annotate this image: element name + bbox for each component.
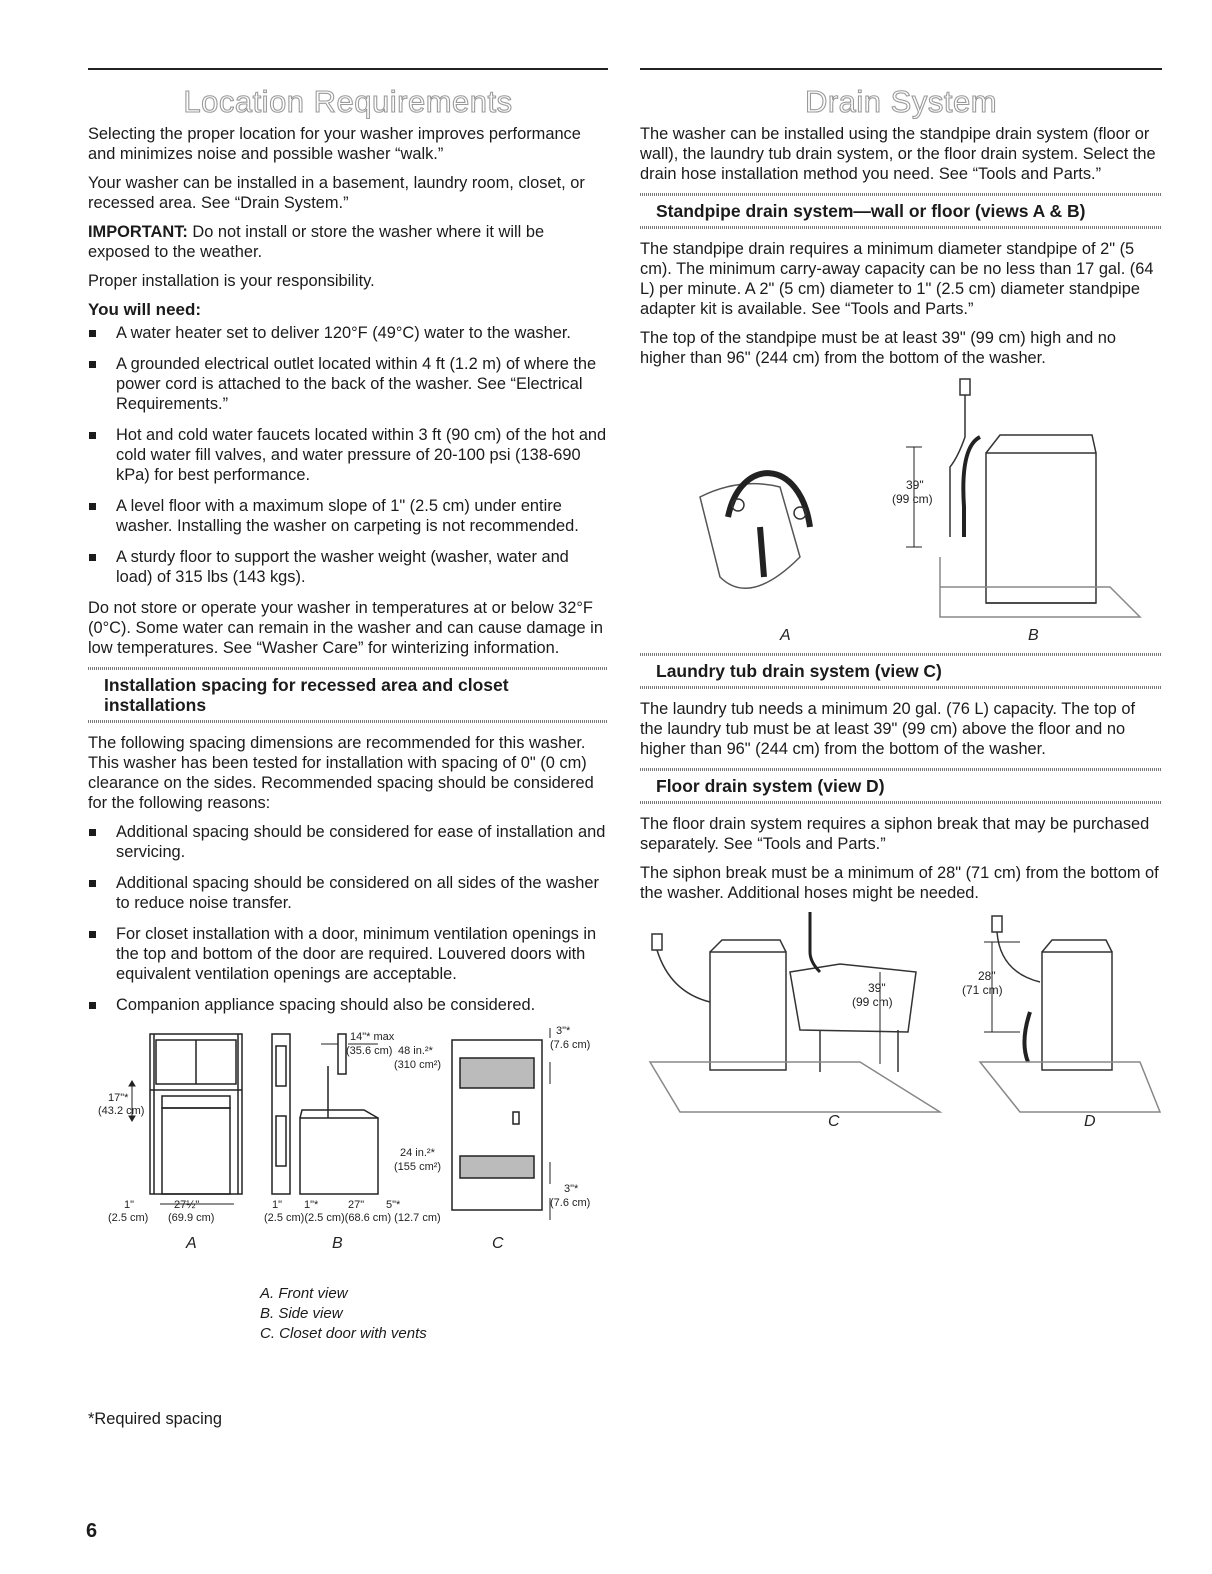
- figure-captions: [260, 1284, 608, 1344]
- washer-d-outline: [1042, 952, 1112, 1070]
- dim-c-3in-top: 3"*: [556, 1026, 571, 1037]
- dim-17in-cm: (43.2 cm): [98, 1105, 145, 1117]
- laundry-tub-subheading-box: [640, 653, 1162, 689]
- list-item: A grounded electrical outlet located within 4 ft (1.2 m) of where the power cord is attached to the back of the washer. See “Electrical Requirements.”: [88, 354, 608, 414]
- spacing-heading: Installation spacing for recessed area and closet installations: [104, 675, 509, 715]
- floor-drain-subheading-box: [640, 768, 1162, 804]
- intro-paragraph-2: Your washer can be installed in a basement, laundry room, closet, or recessed area. See “Drain System.”: [88, 174, 585, 212]
- standpipe-subheading-box: [640, 193, 1162, 229]
- standpipe-paragraph-2: The top of the standpipe must be at least 39" (99 cm) high and no higher than 96" (244 cm) from the bottom of the washer.: [640, 329, 1116, 367]
- list-item: Additional spacing should be considered for ease of installation and servicing.: [88, 822, 608, 862]
- view-label-a: A: [186, 1235, 197, 1252]
- dim-14in-max: 14"* max: [350, 1031, 395, 1043]
- view-label-c: C: [492, 1235, 504, 1252]
- caption-front-view: A. Front view: [260, 1285, 348, 1302]
- dim-b-cm: (2.5 cm)(2.5 cm)(68.6 cm) (12.7 cm): [264, 1212, 441, 1224]
- dim-27-half-in: 27½": [174, 1199, 200, 1211]
- laundry-floor-figure: [640, 912, 1162, 1142]
- caption-closet-door: C. Closet door with vents: [260, 1325, 427, 1342]
- required-spacing-footnote: *Required spacing: [88, 1410, 222, 1428]
- washer-c-outline: [710, 952, 786, 1070]
- location-requirements-column: [88, 68, 608, 1344]
- list-item: Hot and cold water faucets located within 3 ft (90 cm) of the hot and cold water fill valves, and water pressure of 20-100 psi (138-690 kPa) for best performance.: [88, 425, 608, 485]
- important-note: [88, 222, 608, 262]
- floor-drain-paragraph-2: The siphon break must be a minimum of 28" (71 cm) from the bottom of the washer. Additional hoses might be needed.: [640, 864, 1159, 902]
- dim-39in-cm: (99 cm): [892, 492, 933, 506]
- dim-1in-cm: (2.5 cm): [108, 1212, 149, 1224]
- view-label-b: B: [1028, 627, 1039, 644]
- dim-c-3in-bottom-cm: (7.6 cm): [550, 1197, 591, 1209]
- dim-17in: 17"*: [108, 1092, 129, 1104]
- drain-intro: The washer can be installed using the standpipe drain system (floor or wall), the laundry tub drain system, or the floor drain system. Select the drain hose installation method you need. See “Tools and Parts.”: [640, 125, 1156, 183]
- list-item: For closet installation with a door, minimum ventilation openings in the top and bottom of the door are required. Louvered doors with equivalent ventilation openings are acceptable.: [88, 924, 608, 984]
- page-number: 6: [86, 1520, 98, 1542]
- dim-b-1in: 1": [272, 1199, 283, 1211]
- spacing-diagram: [88, 1026, 608, 1276]
- spacing-intro: The following spacing dimensions are recommended for this washer. This washer has been tested for installation with spacing of 0" (0 cm) clearance on the sides. Recommended spacing should be considered for the following reasons:: [88, 734, 594, 812]
- dim-c-39in: 39": [868, 981, 886, 995]
- dim-1in: 1": [124, 1199, 135, 1211]
- washer-b-outline: [986, 453, 1096, 603]
- dim-c-3in-top-cm: (7.6 cm): [550, 1039, 591, 1051]
- dim-39in: 39": [906, 478, 924, 492]
- view-label-d: D: [1084, 1113, 1096, 1130]
- standpipe-heading: Standpipe drain system—wall or floor (views A & B): [656, 201, 1086, 221]
- dim-24in2-cm: (155 cm²): [394, 1161, 442, 1173]
- list-item: Companion appliance spacing should also be considered.: [88, 995, 608, 1015]
- location-requirements-title: Location Requirements: [183, 84, 513, 119]
- dim-27-half-in-cm: (69.9 cm): [168, 1212, 215, 1224]
- standpipe-paragraph-1: The standpipe drain requires a minimum diameter standpipe of 2" (5 cm). The minimum carry-away capacity can be no less than 17 gal. (64 L) per minute. A 2" (5 cm) diameter to 1" (2.5 cm) diameter standpipe adapter kit is available. See “Tools and Parts.”: [640, 240, 1154, 318]
- section-rule: [88, 68, 608, 70]
- list-item: A sturdy floor to support the washer weight (washer, water and load) of 315 lbs (143 kgs).: [88, 547, 608, 587]
- dim-14in-cm: (35.6 cm): [346, 1045, 393, 1057]
- view-label-b: B: [332, 1235, 343, 1252]
- dim-48in2: 48 in.²*: [398, 1045, 433, 1057]
- spacing-subheading-box: [88, 667, 608, 723]
- section-rule: [640, 68, 1162, 70]
- dim-d-28in-cm: (71 cm): [962, 983, 1003, 997]
- list-item: A level floor with a maximum slope of 1" (2.5 cm) under entire washer. Installing the washer on carpeting is not recommended.: [88, 496, 608, 536]
- dim-c-39in-cm: (99 cm): [852, 995, 893, 1009]
- washer-side-outline: [300, 1118, 378, 1194]
- important-text: Do not install or store the washer where it will be exposed to the weather.: [88, 223, 545, 261]
- standpipe-diagram: [640, 377, 1162, 645]
- spacing-reasons-list: [88, 822, 608, 1015]
- floor-drain-heading: Floor drain system (view D): [656, 776, 885, 796]
- caption-side-view: B. Side view: [260, 1305, 343, 1322]
- laundry-tub-heading: Laundry tub drain system (view C): [656, 661, 942, 681]
- floor-drain-paragraph-1: The floor drain system requires a siphon break that may be purchased separately. See “Tools and Parts.”: [640, 815, 1150, 853]
- washer-front-outline: [162, 1108, 230, 1194]
- dim-24in2: 24 in.²*: [400, 1147, 435, 1159]
- temperature-note: Do not store or operate your washer in temperatures at or below 32°F (0°C). Some water can remain in the washer and can cause damage in low temperatures. See “Washer Care” for winterizing information.: [88, 599, 603, 657]
- view-label-c: C: [828, 1113, 840, 1130]
- dim-c-3in-bottom: 3"*: [564, 1183, 579, 1195]
- dim-d-28in: 28": [978, 969, 996, 983]
- needs-list: [88, 323, 608, 587]
- dim-48in2-cm: (310 cm²): [394, 1059, 442, 1071]
- dim-b-5in: 5"*: [386, 1199, 401, 1211]
- laundry-floor-diagram: [640, 912, 1162, 1142]
- view-label-a: A: [780, 627, 791, 644]
- laundry-tub-paragraph: The laundry tub needs a minimum 20 gal. (76 L) capacity. The top of the laundry tub must be at least 39" (99 cm) above the floor and no higher than 96" (244 cm) from the bottom of the washer.: [640, 700, 1136, 758]
- drain-system-title: Drain System: [804, 84, 998, 119]
- spacing-figure: [88, 1026, 608, 1344]
- list-item: Additional spacing should be considered on all sides of the washer to reduce noise transfer.: [88, 873, 608, 913]
- standpipe-figure: [640, 377, 1162, 645]
- important-label: IMPORTANT:: [88, 223, 188, 241]
- list-item: A water heater set to deliver 120°F (49°C) water to the washer.: [88, 323, 608, 343]
- intro-paragraph-1: Selecting the proper location for your washer improves performance and minimizes noise and possible washer “walk.”: [88, 125, 581, 163]
- you-will-need-heading: You will need:: [88, 300, 202, 319]
- responsibility-note: Proper installation is your responsibility.: [88, 272, 375, 290]
- dim-b-1in-req: 1"*: [304, 1199, 319, 1211]
- dim-b-27in: 27": [348, 1199, 365, 1211]
- drain-system-column: [640, 68, 1162, 1142]
